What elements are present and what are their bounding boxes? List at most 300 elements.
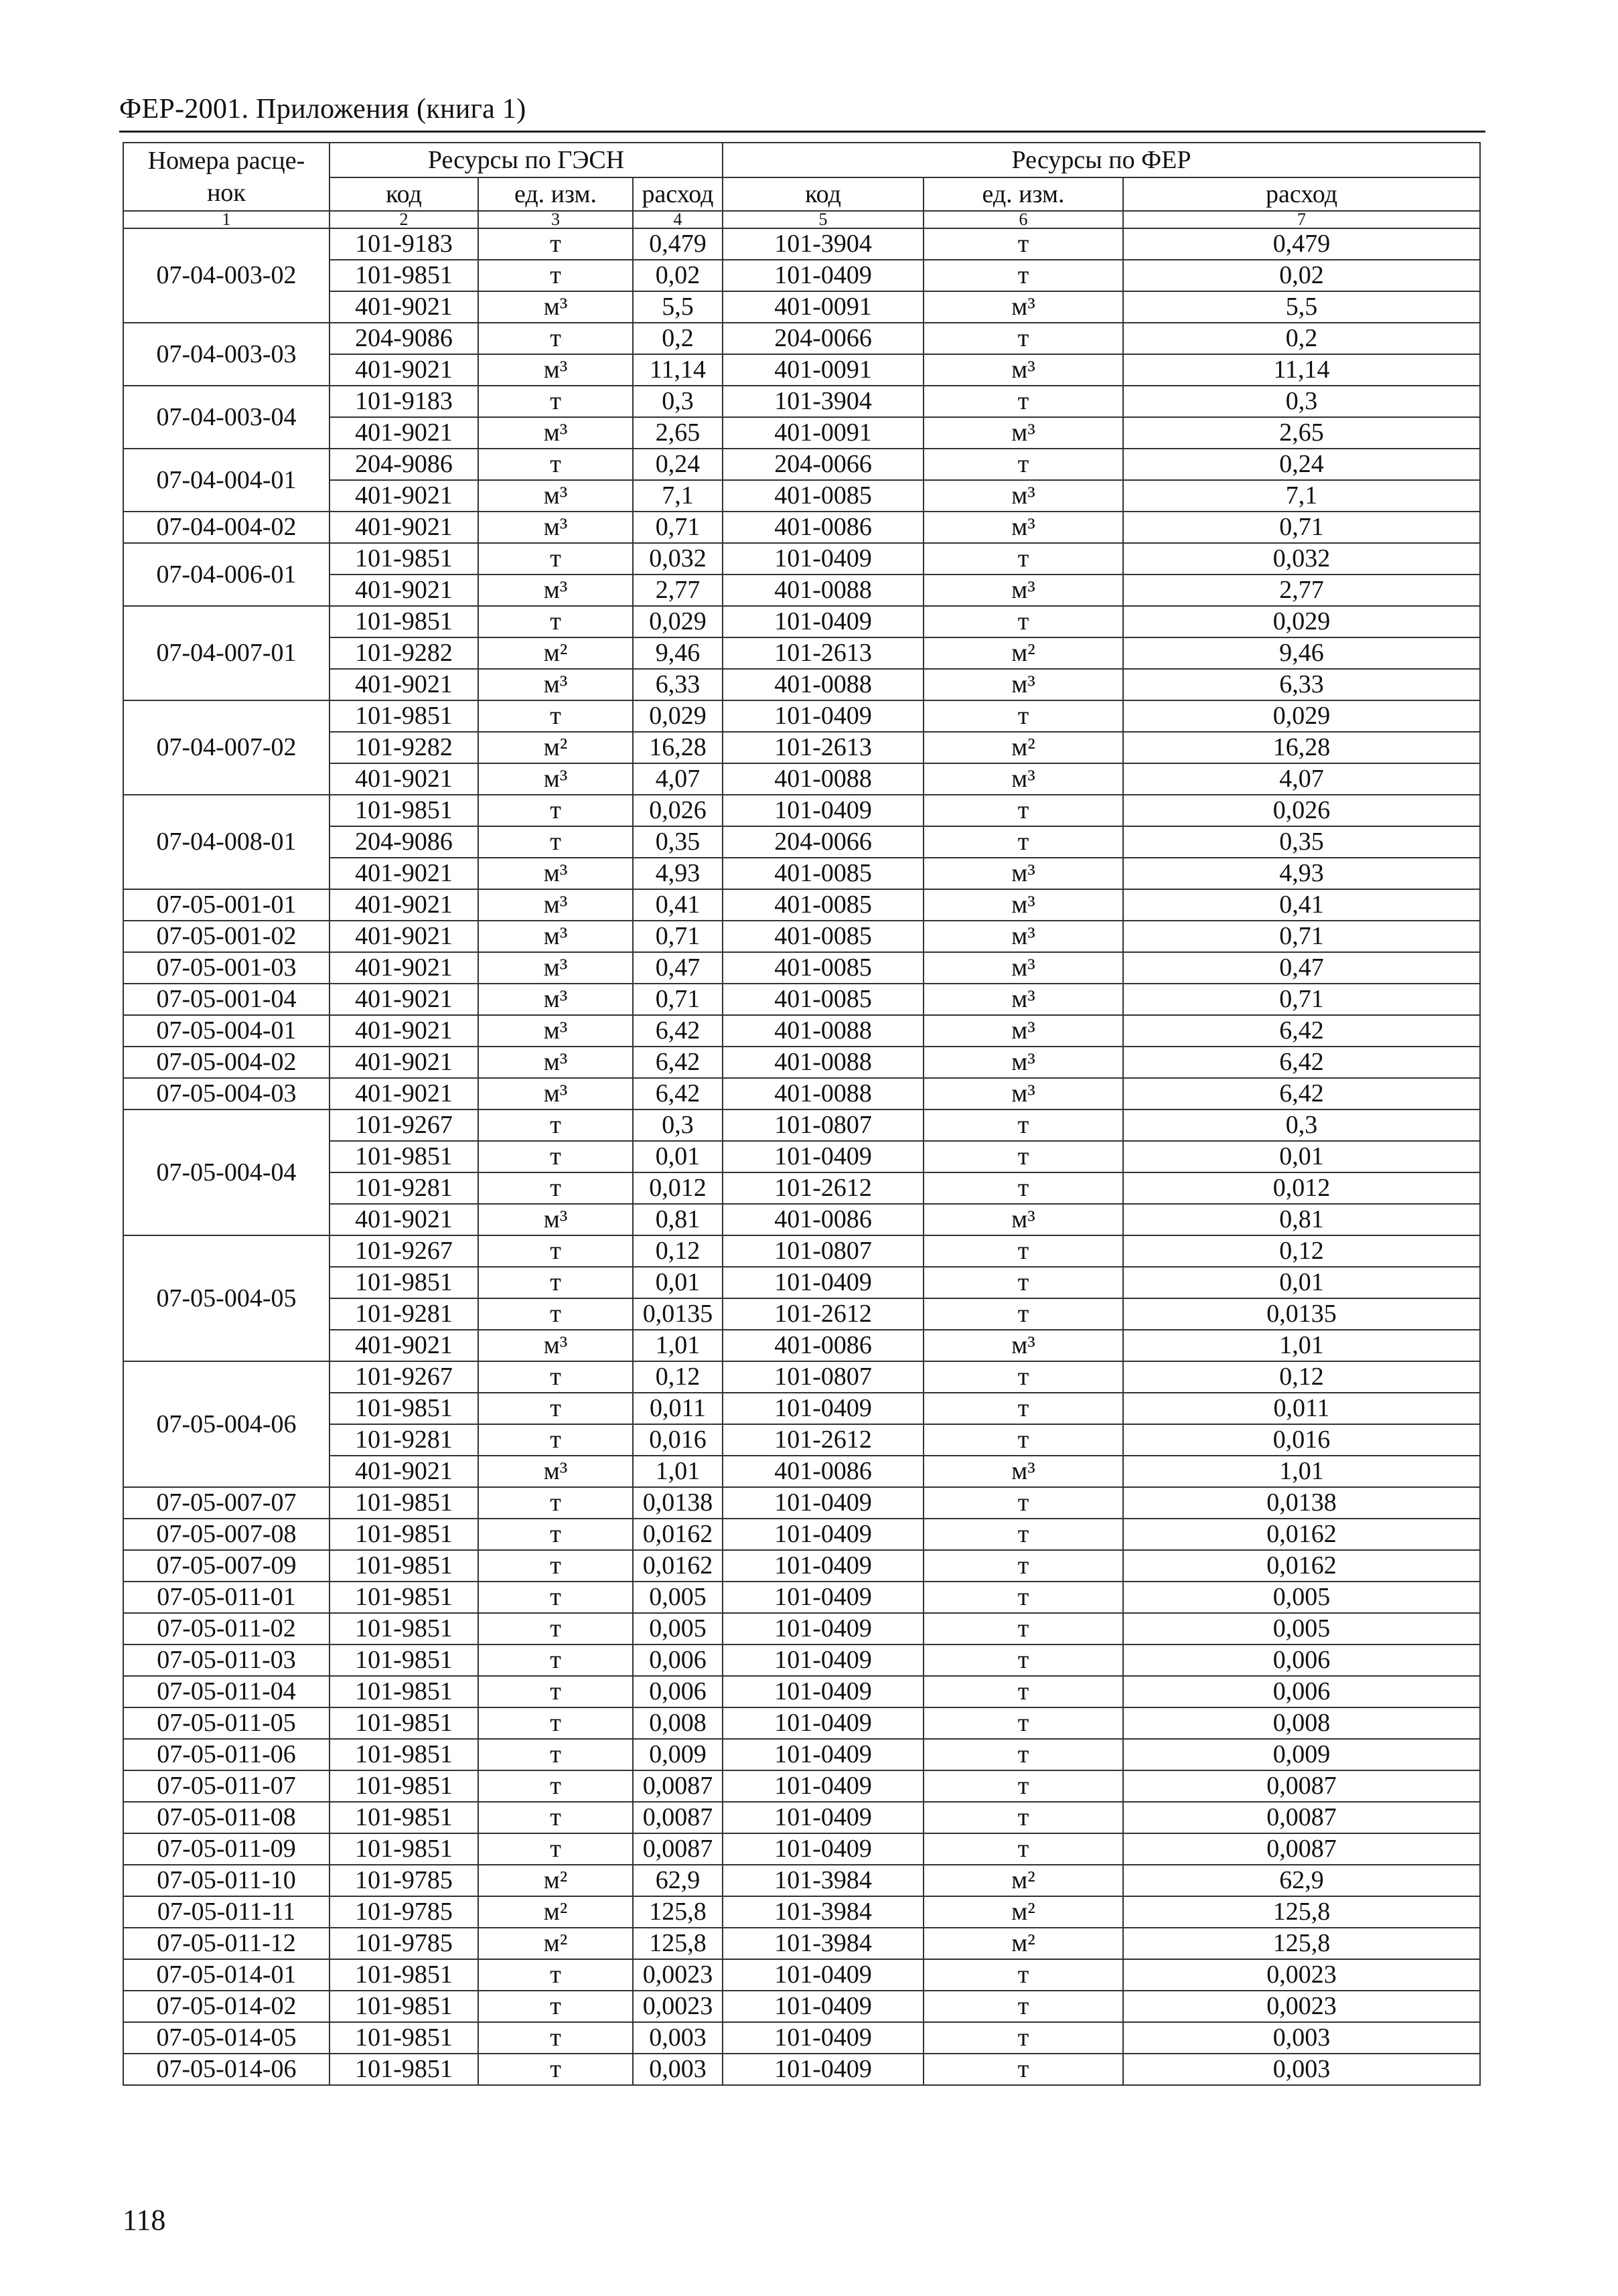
fer-code-cell: 101-0409 xyxy=(723,700,924,732)
fer-consumption-cell: 0,24 xyxy=(1123,449,1480,480)
fer-unit-cell: т xyxy=(924,1707,1123,1739)
gesn-consumption-cell: 11,14 xyxy=(633,354,723,386)
gesn-unit-cell: т xyxy=(478,1676,633,1707)
fer-consumption-cell: 0,02 xyxy=(1123,260,1480,291)
gesn-unit-cell: м³ xyxy=(478,480,633,512)
gesn-consumption-cell: 5,5 xyxy=(633,291,723,323)
gesn-code-cell: 401-9021 xyxy=(329,889,478,921)
fer-consumption-cell: 62,9 xyxy=(1123,1865,1480,1896)
gesn-consumption-cell: 0,029 xyxy=(633,606,723,637)
fer-unit-cell: м² xyxy=(924,1865,1123,1896)
fer-consumption-cell: 0,81 xyxy=(1123,1204,1480,1235)
gesn-consumption-cell: 9,46 xyxy=(633,637,723,669)
fer-consumption-cell: 0,12 xyxy=(1123,1361,1480,1393)
table-row xyxy=(123,1802,1480,1833)
rate-number-cell: 07-05-014-01 xyxy=(123,1959,329,1991)
gesn-consumption-cell: 1,01 xyxy=(633,1456,723,1487)
fer-consumption-cell: 1,01 xyxy=(1123,1330,1480,1361)
gesn-code-cell: 401-9021 xyxy=(329,512,478,543)
gesn-unit-cell: т xyxy=(478,826,633,858)
gesn-code-cell: 401-9021 xyxy=(329,480,478,512)
fer-consumption-cell: 0,0162 xyxy=(1123,1519,1480,1550)
gesn-code-cell: 101-9267 xyxy=(329,1109,478,1141)
gesn-unit-cell: т xyxy=(478,2054,633,2085)
table-row xyxy=(123,984,1480,1015)
fer-unit-cell: м³ xyxy=(924,480,1123,512)
gesn-consumption-cell: 0,41 xyxy=(633,889,723,921)
rate-number-cell: 07-05-007-09 xyxy=(123,1550,329,1582)
fer-code-cell: 101-0409 xyxy=(723,1141,924,1172)
fer-unit-cell: м³ xyxy=(924,291,1123,323)
fer-code-cell: 401-0091 xyxy=(723,354,924,386)
gesn-consumption-cell: 0,0162 xyxy=(633,1550,723,1582)
column-number: 4 xyxy=(633,211,723,228)
column-number: 2 xyxy=(329,211,478,228)
gesn-unit-cell: м³ xyxy=(478,763,633,795)
table-row xyxy=(123,1361,1480,1393)
table-row xyxy=(123,606,1480,637)
gesn-code-cell: 401-9021 xyxy=(329,921,478,952)
gesn-consumption-cell: 0,008 xyxy=(633,1707,723,1739)
fer-consumption-cell: 0,0138 xyxy=(1123,1487,1480,1519)
fer-code-cell: 401-0085 xyxy=(723,952,924,984)
column-number: 7 xyxy=(1123,211,1480,228)
gesn-code-cell: 101-9785 xyxy=(329,1928,478,1959)
gesn-code-cell: 101-9281 xyxy=(329,1298,478,1330)
gesn-code-cell: 101-9851 xyxy=(329,1802,478,1833)
fer-unit-cell: м³ xyxy=(924,417,1123,449)
gesn-unit-cell: м³ xyxy=(478,1047,633,1078)
fer-unit-cell: т xyxy=(924,2022,1123,2054)
fer-unit-cell: т xyxy=(924,1172,1123,1204)
gesn-consumption-cell: 0,012 xyxy=(633,1172,723,1204)
rate-number-cell: 07-05-011-12 xyxy=(123,1928,329,1959)
gesn-consumption-cell: 0,71 xyxy=(633,921,723,952)
rate-number-cell: 07-04-003-03 xyxy=(123,323,329,386)
gesn-code-cell: 101-9282 xyxy=(329,637,478,669)
header-rate-numbers xyxy=(123,143,329,211)
fer-unit-cell: т xyxy=(924,1991,1123,2022)
fer-consumption-cell: 0,012 xyxy=(1123,1172,1480,1204)
gesn-unit-cell: т xyxy=(478,543,633,575)
gesn-unit-cell: т xyxy=(478,1707,633,1739)
fer-consumption-cell: 0,011 xyxy=(1123,1393,1480,1424)
fer-unit-cell: т xyxy=(924,1959,1123,1991)
fer-code-cell: 101-3984 xyxy=(723,1896,924,1928)
gesn-consumption-cell: 6,42 xyxy=(633,1078,723,1109)
fer-code-cell: 401-0088 xyxy=(723,1015,924,1047)
gesn-consumption-cell: 6,42 xyxy=(633,1015,723,1047)
fer-consumption-cell: 16,28 xyxy=(1123,732,1480,763)
gesn-code-cell: 101-9851 xyxy=(329,543,478,575)
gesn-unit-cell: т xyxy=(478,1267,633,1298)
fer-unit-cell: м³ xyxy=(924,1078,1123,1109)
fer-unit-cell: т xyxy=(924,449,1123,480)
fer-unit-cell: т xyxy=(924,386,1123,417)
gesn-consumption-cell: 0,0138 xyxy=(633,1487,723,1519)
gesn-unit-cell: т xyxy=(478,1644,633,1676)
table-row xyxy=(123,228,1480,260)
fer-unit-cell: т xyxy=(924,1141,1123,1172)
gesn-code-cell: 401-9021 xyxy=(329,669,478,700)
table-row xyxy=(123,1550,1480,1582)
header-gesn-unit: ед. изм. xyxy=(478,177,633,211)
fer-code-cell: 101-0409 xyxy=(723,1770,924,1802)
table-row xyxy=(123,2054,1480,2085)
fer-code-cell: 101-0409 xyxy=(723,1487,924,1519)
fer-unit-cell: т xyxy=(924,1613,1123,1644)
gesn-unit-cell: м³ xyxy=(478,669,633,700)
rate-number-cell: 07-05-011-07 xyxy=(123,1770,329,1802)
fer-consumption-cell: 0,01 xyxy=(1123,1141,1480,1172)
table-row xyxy=(123,1235,1480,1267)
fer-code-cell: 401-0086 xyxy=(723,1456,924,1487)
gesn-consumption-cell: 4,07 xyxy=(633,763,723,795)
fer-consumption-cell: 0,71 xyxy=(1123,512,1480,543)
rate-number-cell: 07-05-004-04 xyxy=(123,1109,329,1235)
fer-code-cell: 101-3904 xyxy=(723,386,924,417)
fer-unit-cell: т xyxy=(924,260,1123,291)
gesn-unit-cell: м³ xyxy=(478,417,633,449)
gesn-consumption-cell: 0,011 xyxy=(633,1393,723,1424)
fer-code-cell: 101-0409 xyxy=(723,1739,924,1770)
gesn-code-cell: 401-9021 xyxy=(329,1204,478,1235)
fer-code-cell: 401-0085 xyxy=(723,889,924,921)
rate-number-cell: 07-05-011-01 xyxy=(123,1582,329,1613)
fer-consumption-cell: 6,42 xyxy=(1123,1015,1480,1047)
gesn-unit-cell: м³ xyxy=(478,354,633,386)
fer-unit-cell: м³ xyxy=(924,575,1123,606)
gesn-code-cell: 101-9851 xyxy=(329,700,478,732)
table-row xyxy=(123,1739,1480,1770)
fer-code-cell: 401-0091 xyxy=(723,417,924,449)
gesn-consumption-cell: 0,029 xyxy=(633,700,723,732)
rate-number-cell: 07-05-004-02 xyxy=(123,1047,329,1078)
gesn-consumption-cell: 0,479 xyxy=(633,228,723,260)
fer-consumption-cell: 0,005 xyxy=(1123,1582,1480,1613)
fer-code-cell: 401-0088 xyxy=(723,1047,924,1078)
gesn-consumption-cell: 62,9 xyxy=(633,1865,723,1896)
gesn-unit-cell: м² xyxy=(478,1896,633,1928)
page-number: 118 xyxy=(123,2204,166,2236)
rate-number-cell: 07-05-011-06 xyxy=(123,1739,329,1770)
fer-code-cell: 101-0409 xyxy=(723,606,924,637)
rate-number-cell: 07-05-011-04 xyxy=(123,1676,329,1707)
fer-unit-cell: т xyxy=(924,1676,1123,1707)
fer-unit-cell: т xyxy=(924,1582,1123,1613)
table-row xyxy=(123,1676,1480,1707)
table-row xyxy=(123,1015,1480,1047)
rate-number-cell: 07-05-011-02 xyxy=(123,1613,329,1644)
gesn-consumption-cell: 16,28 xyxy=(633,732,723,763)
fer-unit-cell: т xyxy=(924,1298,1123,1330)
gesn-consumption-cell: 0,35 xyxy=(633,826,723,858)
gesn-code-cell: 401-9021 xyxy=(329,1456,478,1487)
gesn-code-cell: 101-9281 xyxy=(329,1172,478,1204)
fer-unit-cell: т xyxy=(924,826,1123,858)
fer-consumption-cell: 0,003 xyxy=(1123,2022,1480,2054)
fer-code-cell: 401-0086 xyxy=(723,512,924,543)
gesn-code-cell: 401-9021 xyxy=(329,952,478,984)
gesn-unit-cell: м³ xyxy=(478,291,633,323)
gesn-consumption-cell: 125,8 xyxy=(633,1896,723,1928)
fer-code-cell: 101-0409 xyxy=(723,1991,924,2022)
fer-unit-cell: м³ xyxy=(924,952,1123,984)
fer-consumption-cell: 0,029 xyxy=(1123,700,1480,732)
fer-code-cell: 401-0088 xyxy=(723,575,924,606)
gesn-consumption-cell: 0,47 xyxy=(633,952,723,984)
fer-code-cell: 401-0085 xyxy=(723,921,924,952)
fer-consumption-cell: 125,8 xyxy=(1123,1928,1480,1959)
fer-consumption-cell: 0,026 xyxy=(1123,795,1480,826)
fer-unit-cell: т xyxy=(924,1770,1123,1802)
gesn-unit-cell: м² xyxy=(478,1865,633,1896)
fer-code-cell: 401-0086 xyxy=(723,1330,924,1361)
gesn-code-cell: 101-9851 xyxy=(329,1991,478,2022)
gesn-consumption-cell: 0,0023 xyxy=(633,1991,723,2022)
table-row xyxy=(123,921,1480,952)
header-gesn-resources: Ресурсы по ГЭСН xyxy=(329,143,723,177)
fer-consumption-cell: 11,14 xyxy=(1123,354,1480,386)
table-row xyxy=(123,1896,1480,1928)
gesn-consumption-cell: 0,3 xyxy=(633,1109,723,1141)
gesn-code-cell: 401-9021 xyxy=(329,1078,478,1109)
gesn-consumption-cell: 0,3 xyxy=(633,386,723,417)
gesn-consumption-cell: 0,0162 xyxy=(633,1519,723,1550)
gesn-code-cell: 101-9851 xyxy=(329,1393,478,1424)
fer-unit-cell: т xyxy=(924,1109,1123,1141)
gesn-code-cell: 101-9851 xyxy=(329,1770,478,1802)
gesn-unit-cell: т xyxy=(478,1393,633,1424)
gesn-code-cell: 401-9021 xyxy=(329,291,478,323)
fer-unit-cell: т xyxy=(924,700,1123,732)
gesn-code-cell: 101-9851 xyxy=(329,795,478,826)
fer-unit-cell: т xyxy=(924,1487,1123,1519)
fer-code-cell: 101-3984 xyxy=(723,1928,924,1959)
gesn-code-cell: 101-9267 xyxy=(329,1361,478,1393)
fer-consumption-cell: 5,5 xyxy=(1123,291,1480,323)
gesn-code-cell: 101-9851 xyxy=(329,1959,478,1991)
fer-consumption-cell: 0,2 xyxy=(1123,323,1480,354)
fer-code-cell: 401-0085 xyxy=(723,858,924,889)
gesn-code-cell: 401-9021 xyxy=(329,984,478,1015)
rate-number-cell: 07-05-011-11 xyxy=(123,1896,329,1928)
fer-code-cell: 101-0409 xyxy=(723,260,924,291)
fer-unit-cell: т xyxy=(924,323,1123,354)
rate-number-cell: 07-05-014-05 xyxy=(123,2022,329,2054)
fer-unit-cell: т xyxy=(924,1519,1123,1550)
fer-code-cell: 401-0091 xyxy=(723,291,924,323)
gesn-consumption-cell: 0,032 xyxy=(633,543,723,575)
gesn-unit-cell: т xyxy=(478,1802,633,1833)
gesn-unit-cell: т xyxy=(478,2022,633,2054)
gesn-code-cell: 101-9851 xyxy=(329,1644,478,1676)
fer-unit-cell: м³ xyxy=(924,354,1123,386)
fer-consumption-cell: 0,35 xyxy=(1123,826,1480,858)
gesn-consumption-cell: 7,1 xyxy=(633,480,723,512)
gesn-code-cell: 401-9021 xyxy=(329,354,478,386)
gesn-code-cell: 101-9785 xyxy=(329,1865,478,1896)
table-row xyxy=(123,1770,1480,1802)
rate-number-cell: 07-05-004-01 xyxy=(123,1015,329,1047)
gesn-unit-cell: т xyxy=(478,1487,633,1519)
fer-consumption-cell: 4,07 xyxy=(1123,763,1480,795)
rate-number-cell: 07-05-011-10 xyxy=(123,1865,329,1896)
rate-number-cell: 07-04-007-01 xyxy=(123,606,329,700)
gesn-consumption-cell: 0,0135 xyxy=(633,1298,723,1330)
gesn-consumption-cell: 0,71 xyxy=(633,512,723,543)
table-row xyxy=(123,1991,1480,2022)
fer-unit-cell: м² xyxy=(924,637,1123,669)
gesn-consumption-cell: 0,0087 xyxy=(633,1833,723,1865)
fer-code-cell: 101-2612 xyxy=(723,1298,924,1330)
gesn-consumption-cell: 0,026 xyxy=(633,795,723,826)
fer-consumption-cell: 0,0162 xyxy=(1123,1550,1480,1582)
gesn-code-cell: 101-9281 xyxy=(329,1424,478,1456)
fer-consumption-cell: 9,46 xyxy=(1123,637,1480,669)
gesn-unit-cell: т xyxy=(478,1582,633,1613)
fer-code-cell: 204-0066 xyxy=(723,449,924,480)
fer-unit-cell: т xyxy=(924,795,1123,826)
gesn-unit-cell: м³ xyxy=(478,1330,633,1361)
rate-number-cell: 07-04-007-02 xyxy=(123,700,329,795)
gesn-consumption-cell: 0,006 xyxy=(633,1676,723,1707)
gesn-consumption-cell: 6,42 xyxy=(633,1047,723,1078)
gesn-code-cell: 101-9851 xyxy=(329,1613,478,1644)
fer-code-cell: 101-0409 xyxy=(723,1267,924,1298)
fer-consumption-cell: 0,009 xyxy=(1123,1739,1480,1770)
gesn-consumption-cell: 0,01 xyxy=(633,1141,723,1172)
rate-number-cell: 07-05-004-05 xyxy=(123,1235,329,1361)
gesn-consumption-cell: 0,0023 xyxy=(633,1959,723,1991)
fer-consumption-cell: 0,0135 xyxy=(1123,1298,1480,1330)
fer-unit-cell: т xyxy=(924,1802,1123,1833)
table-row xyxy=(123,889,1480,921)
fer-code-cell: 401-0088 xyxy=(723,1078,924,1109)
gesn-consumption-cell: 0,01 xyxy=(633,1267,723,1298)
gesn-unit-cell: т xyxy=(478,1959,633,1991)
table-row xyxy=(123,512,1480,543)
fer-consumption-cell: 0,71 xyxy=(1123,984,1480,1015)
gesn-consumption-cell: 0,0087 xyxy=(633,1770,723,1802)
page-header-title: ФЕР-2001. Приложения (книга 1) xyxy=(119,94,526,125)
table-row xyxy=(123,449,1480,480)
fer-consumption-cell: 0,0087 xyxy=(1123,1833,1480,1865)
fer-code-cell: 401-0085 xyxy=(723,984,924,1015)
fer-unit-cell: т xyxy=(924,1424,1123,1456)
gesn-code-cell: 401-9021 xyxy=(329,763,478,795)
table-row xyxy=(123,1959,1480,1991)
fer-code-cell: 101-0409 xyxy=(723,1833,924,1865)
fer-unit-cell: т xyxy=(924,606,1123,637)
fer-consumption-cell: 0,0023 xyxy=(1123,1991,1480,2022)
rate-number-cell: 07-05-001-04 xyxy=(123,984,329,1015)
fer-consumption-cell: 2,77 xyxy=(1123,575,1480,606)
gesn-unit-cell: т xyxy=(478,260,633,291)
gesn-unit-cell: м³ xyxy=(478,858,633,889)
fer-unit-cell: м³ xyxy=(924,1330,1123,1361)
gesn-unit-cell: м³ xyxy=(478,1204,633,1235)
gesn-unit-cell: т xyxy=(478,1519,633,1550)
table-row xyxy=(123,2022,1480,2054)
fer-consumption-cell: 0,41 xyxy=(1123,889,1480,921)
gesn-unit-cell: м³ xyxy=(478,575,633,606)
fer-unit-cell: м³ xyxy=(924,1456,1123,1487)
gesn-unit-cell: м² xyxy=(478,1928,633,1959)
table-row xyxy=(123,1487,1480,1519)
fer-code-cell: 101-2613 xyxy=(723,637,924,669)
fer-consumption-cell: 0,479 xyxy=(1123,228,1480,260)
table-row xyxy=(123,543,1480,575)
gesn-unit-cell: м³ xyxy=(478,1456,633,1487)
rate-number-cell: 07-04-004-01 xyxy=(123,449,329,512)
gesn-unit-cell: т xyxy=(478,1235,633,1267)
gesn-code-cell: 101-9282 xyxy=(329,732,478,763)
gesn-code-cell: 401-9021 xyxy=(329,1015,478,1047)
fer-unit-cell: т xyxy=(924,228,1123,260)
gesn-code-cell: 101-9851 xyxy=(329,1487,478,1519)
gesn-consumption-cell: 4,93 xyxy=(633,858,723,889)
gesn-code-cell: 204-9086 xyxy=(329,449,478,480)
gesn-code-cell: 101-9851 xyxy=(329,2054,478,2085)
gesn-unit-cell: т xyxy=(478,606,633,637)
rate-number-cell: 07-05-004-06 xyxy=(123,1361,329,1487)
fer-code-cell: 101-0409 xyxy=(723,1393,924,1424)
gesn-unit-cell: т xyxy=(478,1141,633,1172)
gesn-unit-cell: м³ xyxy=(478,1078,633,1109)
gesn-unit-cell: т xyxy=(478,1109,633,1141)
table-row xyxy=(123,1078,1480,1109)
fer-code-cell: 101-2612 xyxy=(723,1172,924,1204)
gesn-code-cell: 101-9267 xyxy=(329,1235,478,1267)
gesn-code-cell: 401-9021 xyxy=(329,575,478,606)
gesn-code-cell: 101-9851 xyxy=(329,1267,478,1298)
fer-code-cell: 101-2612 xyxy=(723,1424,924,1456)
fer-consumption-cell: 0,3 xyxy=(1123,1109,1480,1141)
header-fer-resources: Ресурсы по ФЕР xyxy=(723,143,1480,177)
gesn-unit-cell: м³ xyxy=(478,889,633,921)
gesn-code-cell: 101-9851 xyxy=(329,1550,478,1582)
fer-consumption-cell: 0,005 xyxy=(1123,1613,1480,1644)
fer-unit-cell: м³ xyxy=(924,1015,1123,1047)
gesn-consumption-cell: 0,02 xyxy=(633,260,723,291)
resources-table xyxy=(123,142,1481,2086)
table-row xyxy=(123,700,1480,732)
fer-unit-cell: т xyxy=(924,1833,1123,1865)
gesn-consumption-cell: 0,71 xyxy=(633,984,723,1015)
gesn-consumption-cell: 0,003 xyxy=(633,2054,723,2085)
fer-unit-cell: м³ xyxy=(924,1047,1123,1078)
fer-code-cell: 401-0086 xyxy=(723,1204,924,1235)
fer-unit-cell: м³ xyxy=(924,858,1123,889)
fer-unit-cell: м³ xyxy=(924,763,1123,795)
rate-number-cell: 07-04-003-04 xyxy=(123,386,329,449)
gesn-unit-cell: м² xyxy=(478,637,633,669)
fer-unit-cell: т xyxy=(924,1644,1123,1676)
fer-code-cell: 101-3984 xyxy=(723,1865,924,1896)
table-row xyxy=(123,1109,1480,1141)
fer-code-cell: 101-0409 xyxy=(723,1802,924,1833)
fer-consumption-cell: 0,71 xyxy=(1123,921,1480,952)
header-fer-code: код xyxy=(723,177,924,211)
fer-unit-cell: т xyxy=(924,2054,1123,2085)
gesn-unit-cell: т xyxy=(478,795,633,826)
fer-unit-cell: м³ xyxy=(924,921,1123,952)
gesn-consumption-cell: 1,01 xyxy=(633,1330,723,1361)
gesn-code-cell: 101-9851 xyxy=(329,1739,478,1770)
gesn-consumption-cell: 2,77 xyxy=(633,575,723,606)
gesn-unit-cell: т xyxy=(478,1361,633,1393)
